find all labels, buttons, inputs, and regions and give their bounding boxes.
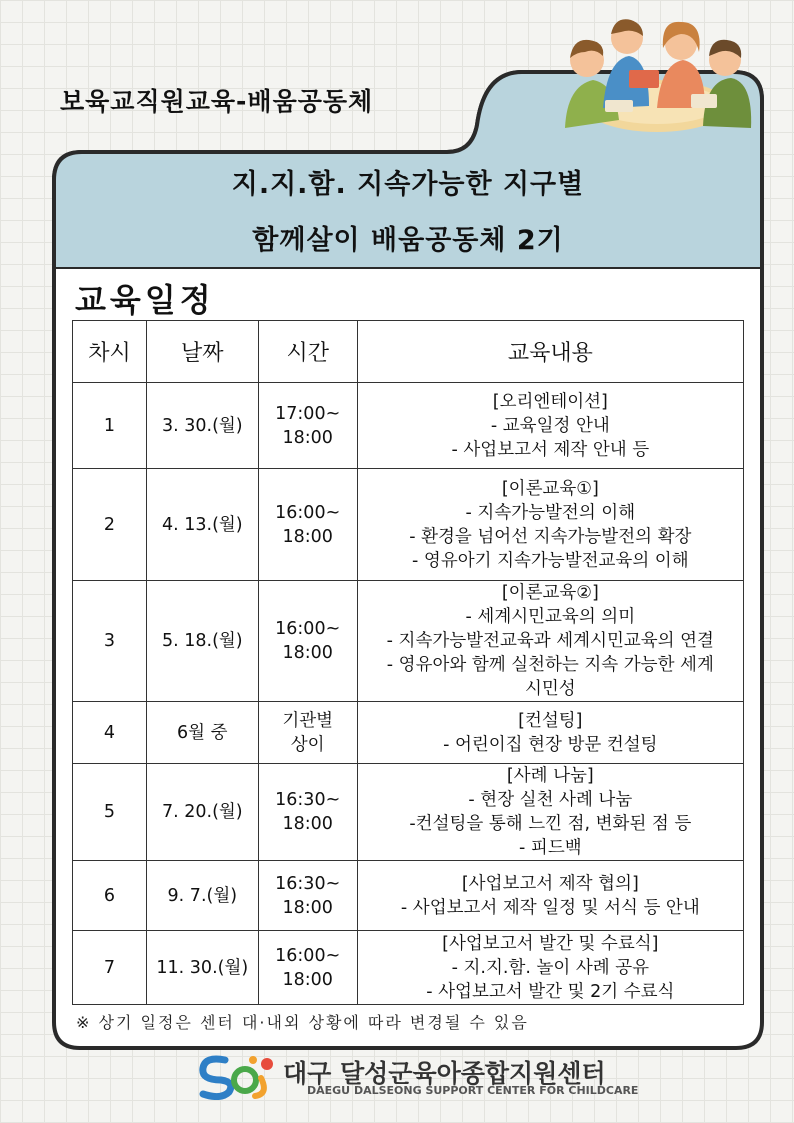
session-cell: 6: [73, 861, 147, 931]
time-cell: 16:00~ 18:00: [258, 931, 357, 1005]
banner-title-line2: 함께살이 배움공동체 2기: [252, 225, 564, 256]
time-cell: 16:00~ 18:00: [258, 469, 357, 581]
center-name-en: DAEGU DALSEONG SUPPORT CENTER FOR CHILDCARE: [307, 1084, 639, 1097]
header-session: 차시: [73, 321, 147, 383]
content-cell: [이론교육①] - 지속가능발전의 이해 - 환경을 넘어선 지속가능발전의 확장 - 영유아기 지속가능발전교육의 이해: [357, 469, 743, 581]
center-logo-icon: [195, 1050, 277, 1100]
session-cell: 5: [73, 764, 147, 861]
table-row: [73, 469, 744, 581]
content-cell: [이론교육②] - 세계시민교육의 의미 - 지속가능발전교육과 세계시민교육의 연결 - 영유아와 함께 실천하는 지속 가능한 세계 시민성: [357, 581, 743, 702]
time-cell: 16:30~ 18:00: [258, 764, 357, 861]
session-cell: 4: [73, 702, 147, 764]
time-cell: 17:00~ 18:00: [258, 383, 357, 469]
session-cell: 7: [73, 931, 147, 1005]
date-cell: 5. 18.(월): [146, 581, 258, 702]
date-cell: 11. 30.(월): [146, 931, 258, 1005]
date-cell: 6월 중: [146, 702, 258, 764]
schedule-card: [52, 70, 764, 1050]
content-cell: [컨설팅] - 어린이집 현장 방문 컨설팅: [357, 702, 743, 764]
program-title: 보육교직원교육-배움공동체: [60, 87, 374, 116]
time-cell: 16:00~ 18:00: [258, 581, 357, 702]
time-cell: 기관별 상이: [258, 702, 357, 764]
table-header-row: [73, 321, 744, 383]
schedule-table: [72, 320, 744, 1005]
header-time: 시간: [258, 321, 357, 383]
section-title: 교육일정: [75, 281, 215, 319]
table-row: [73, 861, 744, 931]
header-date: 날짜: [146, 321, 258, 383]
footer: [195, 1050, 645, 1110]
group-study-illustration: [545, 8, 760, 148]
center-name: 대구 달성군육아종합지원센터: [283, 1059, 606, 1088]
header-content: 교육내용: [357, 321, 743, 383]
time-cell: 16:30~ 18:00: [258, 861, 357, 931]
table-row: [73, 702, 744, 764]
content-cell: [오리엔테이션] - 교육일정 안내 - 사업보고서 제작 안내 등: [357, 383, 743, 469]
date-cell: 7. 20.(월): [146, 764, 258, 861]
content-cell: [사업보고서 발간 및 수료식] - 지.지.함. 놀이 사례 공유 - 사업보고서 발간 및 2기 수료식: [357, 931, 743, 1005]
date-cell: 4. 13.(월): [146, 469, 258, 581]
banner-title-line1: 지.지.함. 지속가능한 지구별: [231, 169, 585, 200]
schedule-note: ※ 상기 일정은 센터 대·내외 상황에 따라 변경될 수 있음: [76, 1013, 529, 1032]
table-row: [73, 931, 744, 1005]
table-row: [73, 581, 744, 702]
table-row: [73, 383, 744, 469]
date-cell: 9. 7.(월): [146, 861, 258, 931]
date-cell: 3. 30.(월): [146, 383, 258, 469]
session-cell: 2: [73, 469, 147, 581]
content-cell: [사례 나눔] - 현장 실천 사례 나눔 -컨설팅을 통해 느낀 점, 변화된 점 등 - 피드백: [357, 764, 743, 861]
table-row: [73, 764, 744, 861]
session-cell: 1: [73, 383, 147, 469]
session-cell: 3: [73, 581, 147, 702]
content-cell: [사업보고서 제작 협의] - 사업보고서 제작 일정 및 서식 등 안내: [357, 861, 743, 931]
